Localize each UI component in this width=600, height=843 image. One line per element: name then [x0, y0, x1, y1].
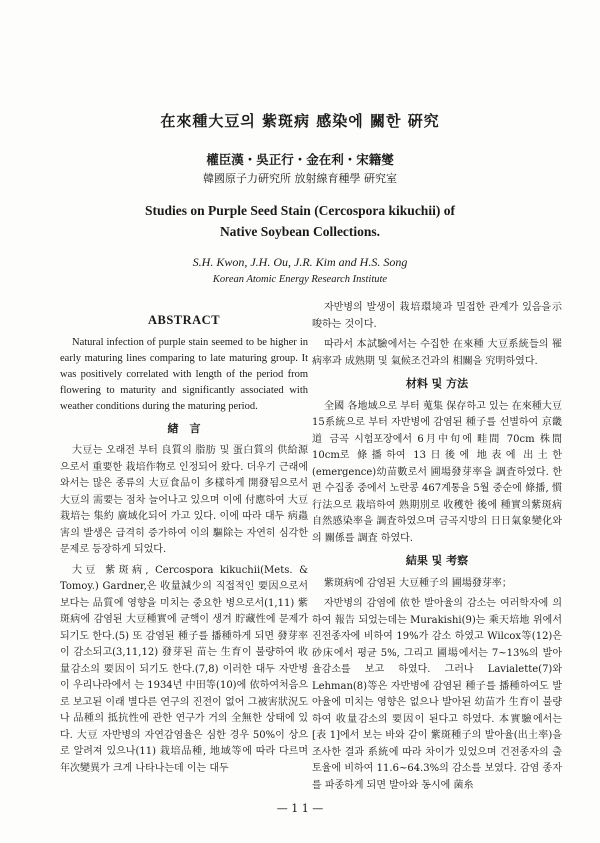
institution-korean: 韓國原子力硏究所 放射線育種學 硏究室 [203, 172, 397, 185]
abstract-text: Natural infection of purple stain seemed to be higher in early maturing lines comparing to late maturing group. It was positively correlated with length of the period from flowering to maturity and significantly associated with weather conditions during the maturing period. [60, 336, 308, 412]
intro-paragraph-2: 大豆 紫斑病, Cercospora kikuchii(Mets. & Tomoy.) Gardner,은 收量減少의 직접적인 要因으로서 보다는 品質에 영향을 미치는 중요한 병으로서(1,11) 紫斑病에 감염된 大豆種實에 균핵이 생겨 貯藏性에 문제가 되기도 한다.(5) 또 감염된 種子를 播種하게 되면 發芽率이 감소되고(3,11,12) 發芽된 苗는 生育이 불량하여 收量감소의 要因이 되기도 한다.(7,8) 이러한 대두 자반병이 우리나라에서 는 1934년 中田等(10)에 依하여처음으로 보고된 이래 별다른 연구의 진전이 없어 그被害狀況도나 品種의 抵抗性에 관한 연구가 거의 全無한 상태에 있다. 大豆 자반병의 자연감염율은 심한 경우 50%이 상으로 알려져 있으나(11) 栽培品種, 地域等에 따라 다르며 年次變異가 크게 나타나는데 이는 대두 [60, 564, 308, 774]
authors-english: S.H. Kwon, J.H. Ou, J.R. Kim and H.S. Song [192, 255, 408, 269]
methods-paragraph: 全國 各地域으로 부터 蒐集 保存하고 있는 在來種大豆 15系統으로 부터 자반병에 감염된 種子를 선별하여 京畿道 금곡 시험포장에서 6月中旬에 畦間 70cm 株間 10cm로 條播하여 13日後에 地表에 出土한(emergence)幼苗數로서 圃場發芽率을 調査하였다. 한편 수집종 중에서 노란콩 467계통을 5월 중순에 條播, 慣行法으로 栽培하여 熟期別로 收穫한 後에 種實의紫斑病自然感染率을 調査하였으며 금곡지방의 日日氣象變化와의 關係를 調査 하였다. [312, 400, 562, 544]
abstract-heading: ABSTRACT [147, 313, 221, 327]
title-korean: 在來種大豆의 紫斑病 感染에 關한 硏究 [160, 112, 440, 130]
results-heading: 結果 및 考察 [405, 554, 469, 567]
title-english [0, 200, 600, 242]
left-column [60, 300, 308, 781]
right-column [312, 300, 562, 798]
title-english-line2: Native Soybean Collections. [219, 224, 381, 239]
results-paragraph: 자반병의 감염에 依한 발아율의 감소는 여러학자에 의하여 報告 되었는데는 Murakishi(9)는 乘天培地 위에서진전종자에 비하여 19%가 감소 하였고 Wilcox等(12)은 砂床에서 평균 5%, 그리고 圃場에서는 7~13%의 발아율감소를 보고 하였다. 그러나 Lavialette(7)와 Lehman(8)等은 자반병에 감염된 種子를 播種하여도 발아율에 미치는 영향은 없으나 발아된 幼苗가 生育이 불량하여 收量감소의 要因이 된다고 하였다. 本實驗에서는 [表 1]에서 보는 바와 같이 紫斑種子의 발아율(出土率)을 조사한 결과 系統에 따라 차이가 있었으며 건전종자의 출토율에 비하여 11.6~64.3%의 감소를 보였다. 감염 종자를 파종하게 되면 발아와 동시에 菌糸 [312, 598, 562, 791]
intro-heading: 緖 言 [167, 421, 201, 435]
title-english-line1: Studies on Purple Seed Stain (Cercospora kikuchii) of [145, 203, 455, 218]
institution-english: Korean Atomic Energy Research Institute [212, 274, 388, 285]
results-subheading: 紫斑病에 감염된 大豆種子의 圃場發芽率； [324, 577, 512, 589]
authors-korean: 權臣漢・吳正行・金在利・宋籍燮 [206, 152, 394, 167]
page-number: — 1 1 — [276, 802, 324, 815]
methods-heading: 材料 및 方法 [405, 377, 469, 390]
intro-paragraph-1: 大豆는 오래전 부터 良質의 脂肪 및 蛋白質의 供給源으로서 重要한 栽培作物로 인정되어 왔다. 더우기 근래에 와서는 많은 종류의 大豆食品이 多樣하게 開發됨으로서 大豆의 需要는 점차 늘어나고 있으며 이에 付應하여 大豆栽培는 集約 廣域化되어 가고 있다. 이에 따라 대두 病蟲害의 발생은 급격히 증가하여 이의 驅除는 자연히 심각한 문제로 등장하게 되었다. [60, 445, 308, 555]
intro-cont-paragraph-2: 따라서 本試驗에서는 수집한 在來種 大豆系統들의 罹病率과 成熟期 및 氣候조건과의 相關을 究明하였다. [312, 339, 562, 367]
intro-cont-paragraph-1: 자반병의 발생이 栽培環境과 밀접한 관계가 있음을示唆하는 것이다. [312, 302, 562, 330]
